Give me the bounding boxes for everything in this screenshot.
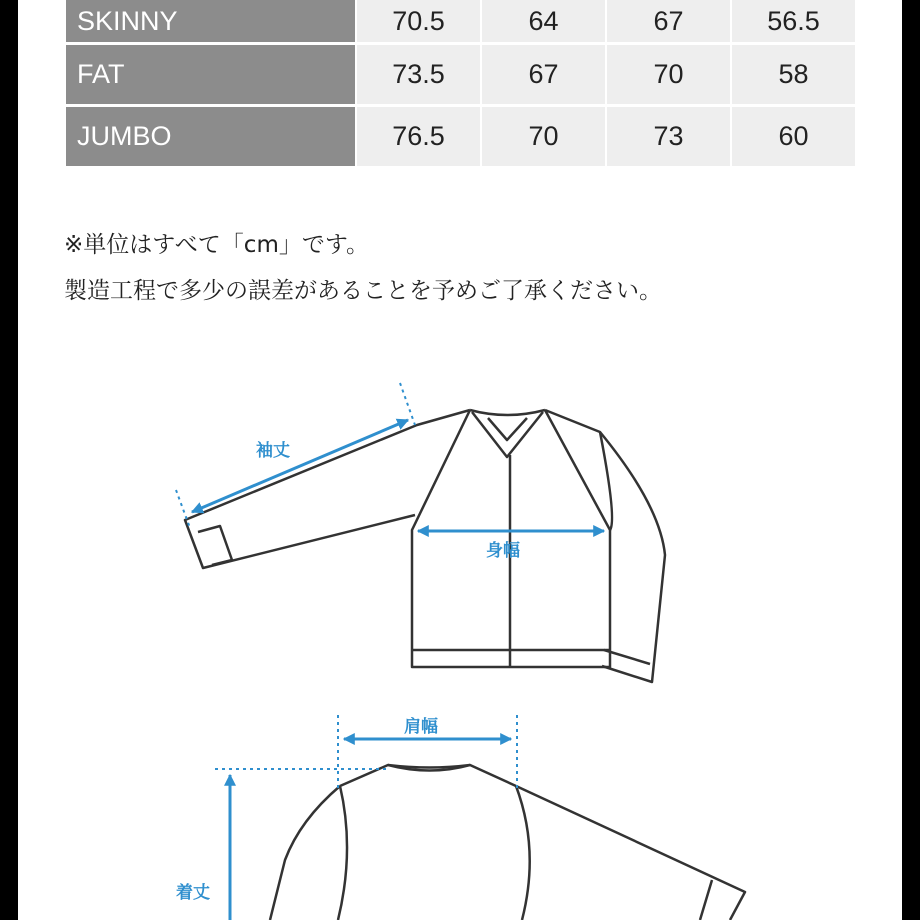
size-name-cell: JUMBO [66, 107, 355, 169]
measurement-cell: 64 [480, 0, 605, 45]
sleeve-guide-line [176, 490, 190, 528]
shoulder-width-label: 肩幅 [404, 717, 438, 737]
size-name-cell: FAT [66, 45, 355, 107]
cardigan-back-outline [270, 765, 745, 920]
sleeve-length-label: 袖丈 [256, 441, 290, 461]
measurement-cell: 76.5 [355, 107, 480, 169]
body-width-label: 身幅 [486, 541, 520, 561]
measurement-cell: 60 [730, 107, 855, 169]
measurement-cell: 70 [480, 107, 605, 169]
sleeve-length-arrow [192, 420, 408, 512]
size-name-cell: SKINNY [66, 0, 355, 45]
disclaimer-note: 製造工程で多少の誤差があることを予めご了承ください。 [64, 278, 662, 304]
measurement-cell: 67 [480, 45, 605, 107]
measurement-cell: 73 [605, 107, 730, 169]
size-guide-page [18, 0, 902, 920]
body-length-label: 着丈 [176, 883, 210, 903]
measurement-cell: 70 [605, 45, 730, 107]
measurement-cell: 70.5 [355, 0, 480, 45]
garment-diagram [18, 0, 902, 920]
measurement-cell: 67 [605, 0, 730, 45]
unit-note: ※単位はすべて「cm」です。 [64, 232, 370, 258]
measurement-cell: 73.5 [355, 45, 480, 107]
measurement-cell: 56.5 [730, 0, 855, 45]
sleeve-guide-line [400, 383, 415, 425]
measurement-cell: 58 [730, 45, 855, 107]
